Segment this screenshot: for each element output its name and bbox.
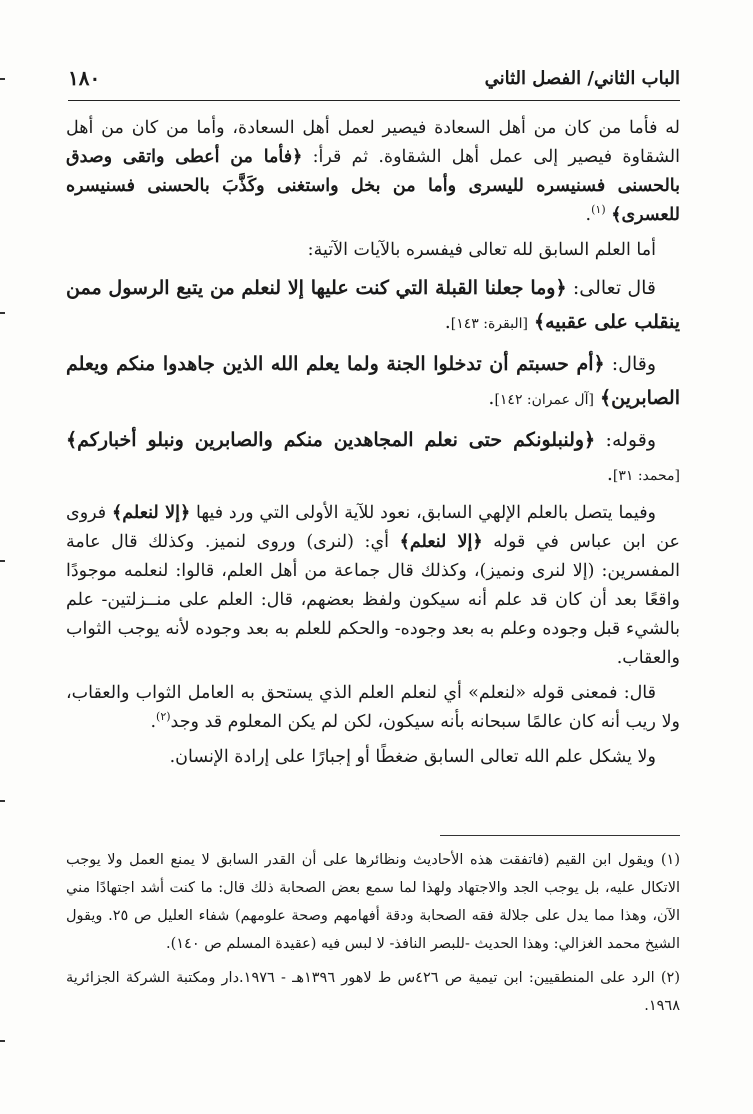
footnote-1: (١) ويقول ابن القيم (فاتفقت هذه الأحاديث ونظائرها على أن القدر السابق لا يمنع العمل ولا يوجب الاتكال عليه، بل يوجب الجد والاجتهاد ولهذا لما سمع بعض الصحابة ذلك قال: ما كنت أشد اجتهادًا مني الآن، وهذا مما يدل على جلالة فقه الصحابة ودقة أفهامهم وصحة علومهم) شفاء العليل ص ٢٥. ويقول الشيخ محمد الغزالي: وهذا الحديث -للبصر النافذ- لا لبس فيه (عقيدة المسلم ص ١٤٠).	[66, 852, 680, 952]
text: قال تعالى:	[566, 277, 657, 299]
footnote-separator	[440, 835, 680, 836]
main-text	[66, 114, 680, 778]
paragraph-7	[66, 679, 680, 737]
quran-verse: ﴿أم حسبتم أن تدخلوا الجنة ولما يعلم الله الذين جاهدوا منكم ويعلم الصابرين﴾	[66, 353, 680, 409]
text: .	[606, 463, 613, 485]
chapter-title: الباب الثاني/ الفصل الثاني	[484, 68, 680, 89]
verse-reference: [محمد: ٣١]	[612, 468, 680, 484]
text: قال: فمعنى قوله «لنعلم» أي لنعلم العلم الذي يستحق به العامل الثواب والعقاب، ولا ريب أنه كان عالمًا سبحانه بأنه سيكون، لكن لم يكن المعلوم قد وجد	[66, 683, 680, 732]
margin-mark	[0, 312, 5, 314]
text: .	[150, 712, 157, 732]
footnotes	[66, 846, 680, 1026]
text: .	[585, 205, 592, 225]
footnote-ref-1[interactable]: (١)	[591, 203, 606, 217]
text: وقوله:	[595, 429, 656, 451]
text: أي: (لنرى) وروى لنميز. وكذلك قال عامة المفسرين: (إلا لنرى ونميز)، وكذلك قال جماعة من أهل العلم، قالوا: لنعلمه موجودًا واقعًا بعد أن كان قد علم أنه سيكون ولفظ بعضهم، قال: العلم على منــزلتين- علم بالشيء قبل وجوده وعلم به بعد وجوده- والحكم للعلم به بعد وجوده لأنه يوجب الثواب والعقاب.	[66, 532, 680, 668]
quran-verse: ﴿ولنبلونكم حتى نعلم المجاهدين منكم والصابرين ونبلو أخباركم﴾	[66, 429, 596, 451]
margin-mark	[0, 560, 5, 562]
text: له فأما من كان من أهل السعادة فيصير لعمل أهل السعادة، وأما من كان من أهل الشقاوة فيصير إلى عمل أهل الشقاوة. ثم قرأ:	[66, 118, 680, 167]
paragraph-6	[66, 499, 680, 673]
quran-verse: ﴿فأما من أعطى واتقى وصدق بالحسنى فسنيسره لليسرى وأما من بخل واستغنى وكَذَّبَ بالحسنى فسنيسره للعسرى﴾	[66, 147, 680, 225]
footnote-ref-2[interactable]: (٢)	[156, 710, 171, 724]
paragraph-1	[66, 114, 680, 230]
paragraph-3	[66, 271, 680, 341]
paragraph-2: أما العلم السابق لله تعالى فيفسره بالآيات الآتية:	[307, 240, 656, 260]
footnote-2: (٢) الرد على المنطقيين: ابن تيمية ص ٤٢٦س ط لاهور ١٣٩٦هـ - ١٩٧٦.دار ومكتبة الشركة الجزائرية ١٩٦٨.	[66, 970, 681, 1014]
text: فروى عن ابن عباس في قوله	[66, 503, 680, 552]
paragraph-5	[66, 423, 680, 493]
margin-mark	[0, 800, 5, 802]
paragraph-8: ولا يشكل علم الله تعالى السابق ضغطًا أو إجبارًا على إرادة الإنسان.	[169, 747, 656, 767]
quran-verse: ﴿إلا لنعلم﴾	[399, 532, 483, 552]
verse-reference: [البقرة: ١٤٣]	[450, 316, 528, 332]
quran-verse: ﴿إلا لنعلم﴾	[112, 503, 191, 523]
text: .	[488, 387, 495, 409]
page-header	[68, 62, 680, 101]
text: وقال:	[604, 353, 656, 375]
paragraph-4	[66, 347, 680, 417]
text: .	[444, 311, 451, 333]
margin-mark	[0, 1040, 5, 1042]
quran-verse: ﴿وما جعلنا القبلة التي كنت عليها إلا لنعلم من يتبع الرسول ممن ينقلب على عقبيه﴾	[66, 277, 680, 333]
verse-reference: [آل عمران: ١٤٢]	[494, 392, 594, 408]
margin-mark	[0, 78, 5, 80]
page-number: ١٨٠	[68, 66, 101, 90]
text: وفيما يتصل بالعلم الإلهي السابق، نعود للآية الأولى التي ورد فيها	[190, 503, 657, 523]
